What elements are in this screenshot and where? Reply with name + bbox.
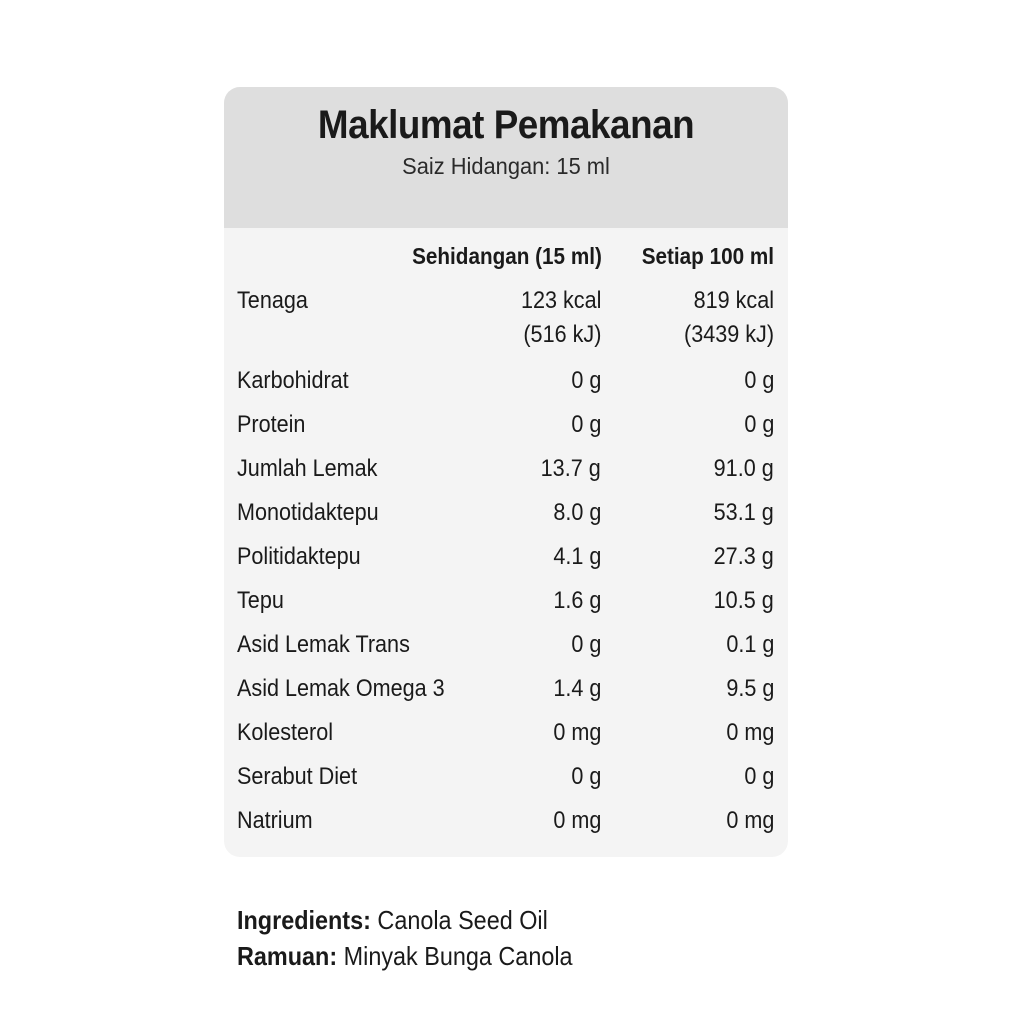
energy-kcal: 819 kcal [693,287,774,314]
per-serving-value: 4.1 g [552,543,601,570]
ingredients-value: Canola Seed Oil [370,905,548,935]
table-row [224,760,788,804]
ingredients-label: Ingredients: [237,905,371,935]
panel-header [224,87,788,228]
per-serving-value: 0 g [570,411,601,438]
per-100ml-value: 27.3 g [713,543,774,570]
nutrient-table [224,284,788,848]
per-serving-value: 1.6 g [552,587,601,614]
table-row [224,672,788,716]
nutrient-label: Protein [237,411,306,438]
nutrient-label: Jumlah Lemak [237,455,378,482]
nutrient-label: Tenaga [237,287,308,314]
table-row [224,584,788,628]
nutrient-label: Politidaktepu [237,543,361,570]
column-header-per-serving: Sehidangan (15 ml) [412,243,602,269]
table-row [224,364,788,408]
per-serving-value: 0 g [570,763,601,790]
nutrient-label: Tepu [237,587,284,614]
table-row [224,804,788,848]
ingredients-english [237,902,573,938]
nutrient-label: Monotidaktepu [237,499,379,526]
nutrient-label: Asid Lemak Omega 3 [237,675,445,702]
ramuan-value: Minyak Bunga Canola [337,941,573,971]
table-row [224,284,788,364]
table-row [224,716,788,760]
nutrient-label: Karbohidrat [237,367,349,394]
energy-kj: (3439 kJ) [683,321,774,348]
table-row [224,496,788,540]
per-serving-value: 0 g [570,367,601,394]
per-serving-value: 0 g [570,631,601,658]
ramuan-label: Ramuan: [237,941,338,971]
table-row [224,540,788,584]
per-100ml-value: 0 g [743,367,774,394]
per-serving-value: 1.4 g [552,675,601,702]
per-100ml-value [684,284,774,352]
per-100ml-value: 91.0 g [713,455,774,482]
column-headers [224,243,788,273]
per-serving-value: 8.0 g [552,499,601,526]
table-row [224,408,788,452]
per-100ml-value: 9.5 g [725,675,774,702]
table-row [224,628,788,672]
per-100ml-value: 10.5 g [713,587,774,614]
ingredients-block [237,902,610,974]
nutrition-panel [224,87,788,857]
per-serving-value: 0 mg [552,807,601,834]
per-100ml-value: 0 mg [725,807,774,834]
per-100ml-value: 0 mg [725,719,774,746]
nutrient-label: Asid Lemak Trans [237,631,410,658]
per-serving-value: 13.7 g [540,455,601,482]
serving-size: Saiz Hidangan: 15 ml [402,153,610,179]
per-100ml-value: 0 g [743,763,774,790]
per-serving-value: 0 mg [552,719,601,746]
nutrient-label: Serabut Diet [237,763,358,790]
per-100ml-value: 53.1 g [713,499,774,526]
per-100ml-value: 0 g [743,411,774,438]
nutrient-label: Kolesterol [237,719,334,746]
per-100ml-value: 0.1 g [725,631,774,658]
column-header-per-100ml: Setiap 100 ml [641,243,774,269]
nutrient-label: Natrium [237,807,313,834]
energy-kcal: 123 kcal [520,287,601,314]
ingredients-malay [237,938,573,974]
energy-kj: (516 kJ) [522,321,601,348]
per-serving-value [521,284,601,352]
table-row [224,452,788,496]
panel-title: Maklumat Pemakanan [317,103,695,147]
